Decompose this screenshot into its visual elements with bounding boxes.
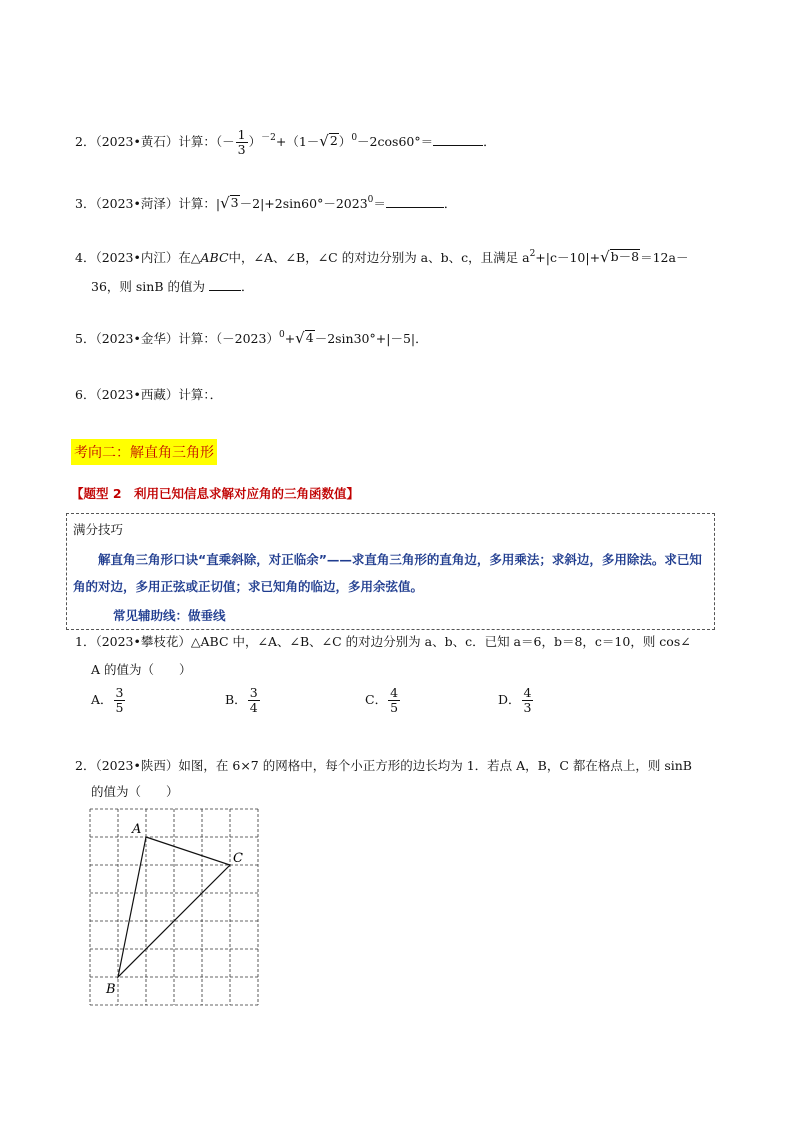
question-5: 5．（2023•金华）计算：$(-2023)^0+$ √ 4 －2sin30°+|－5|．: [75, 329, 428, 347]
fraction: $\frac{3}{5}$: [115, 685, 124, 715]
tip-heading: 满分技巧: [73, 522, 124, 537]
triangle-abc: [118, 837, 230, 977]
question-3: 3．（2023•菏泽）计算：| √ 3 $-2|+2\sin 60^\circ-2023^0=$ ．: [75, 194, 457, 212]
problem-2-line1: 2．（2023•陕西）如图，在 6×7 的网格中，每个小正方形的边长均为 1．若点 A，B，C 都在格点上，则 sinB: [75, 758, 692, 773]
label-b: B: [106, 982, 116, 997]
label-c: C: [233, 851, 243, 866]
fraction: $\frac{1}{3}$: [237, 127, 246, 157]
question-4-line2: 36，则 sinB 的值为 ．: [91, 279, 254, 294]
problem-1-line1: 1．（2023•攀枝花）△ABC 中，∠A、∠B、∠C 的对边分别为 a、b、c．已知 a＝6，b＝8，c＝10，则 cos∠: [75, 634, 691, 649]
sqrt-sign: √ 4: [295, 329, 314, 347]
tip-auxiliary-line: 常见辅助线：做垂线: [113, 608, 226, 623]
answer-blank: [433, 133, 483, 146]
sqrt-sign: √ b－8: [600, 248, 640, 266]
type-title: 【题型 2 利用已知信息求解对应角的三角函数值】: [71, 486, 360, 501]
tip-body: 解直角三角形口诀“直乘斜除，对正临余”——求直角三角形的直角边，多用乘法；求斜边，多用除法。求已知角的对边，多用正弦或正切值；求已知角的临边，多用余弦值。: [73, 552, 702, 594]
option-b[interactable]: B． $\frac{3}{4}$: [225, 685, 258, 715]
question-4: 4．（2023•内江）在△ABC中，∠A、∠B，∠C 的对边分别为 a、b、c，且满足 $a^2+|c-10|+$ √ b－8 ＝12a－: [75, 248, 689, 266]
option-d[interactable]: D． $\frac{4}{3}$: [498, 685, 532, 715]
grid-lines: [90, 809, 258, 1005]
option-c[interactable]: C． $\frac{4}{5}$: [365, 685, 399, 715]
sqrt-sign: √ 2: [319, 132, 338, 150]
problem-2-line2: 的值为（ ）: [91, 784, 179, 799]
answer-blank: [386, 195, 444, 208]
sqrt-sign: √ 3: [220, 194, 239, 212]
fraction: $\frac{3}{4}$: [249, 685, 258, 715]
label-a: A: [132, 822, 142, 837]
fraction: $\frac{4}{3}$: [523, 685, 532, 715]
answer-blank: [209, 278, 241, 291]
problem-1-line2: A 的值为（ ）: [91, 662, 192, 677]
fraction: $\frac{4}{5}$: [390, 685, 399, 715]
section-heading: 考向二：解直角三角形: [71, 439, 217, 465]
question-6: 6．（2023•西藏）计算：．: [75, 387, 223, 402]
question-2: 2．（2023•黄石）计算：（－ $\frac{1}{3}$ ）$^{-2}$+（1－ √ 2 ）$^0$－2cos60°＝ ．: [75, 127, 496, 157]
tip-box: [66, 513, 715, 630]
option-a[interactable]: A． $\frac{3}{5}$: [91, 685, 124, 715]
